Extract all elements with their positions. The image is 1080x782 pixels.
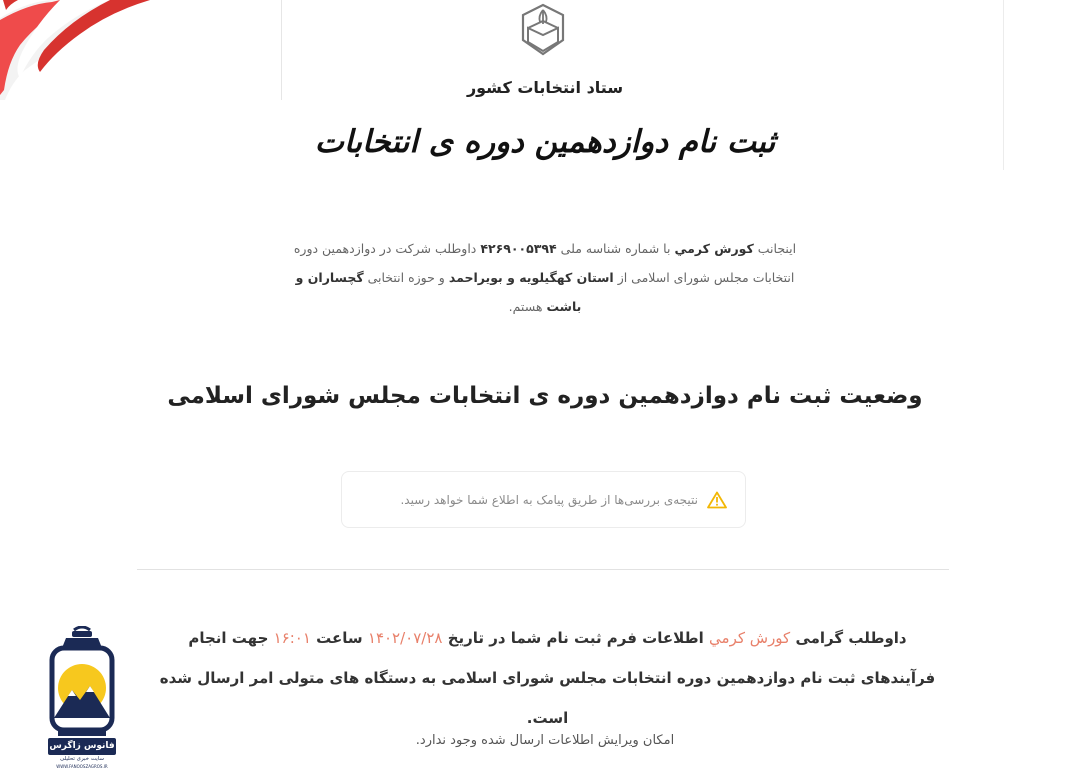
declaration-text: هستم. — [508, 299, 543, 314]
submission-date: ۱۴۰۲/۰۷/۲۸ — [367, 629, 443, 647]
alert-text: نتیجه‌ی بررسی‌ها از طریق پیامک به اطلاع شما خواهد رسید. — [400, 492, 698, 507]
message-text: داوطلب گرامی — [795, 629, 907, 647]
section-divider — [137, 569, 949, 570]
organization-name: ستاد انتخابات کشور — [466, 78, 624, 97]
message-candidate-name: کورش کرمي — [709, 629, 791, 647]
candidate-declaration — [290, 234, 800, 321]
warning-icon — [707, 491, 727, 509]
constituency-name: گچساران و باشت — [295, 270, 582, 314]
watermark-title: فانوس زاگرس — [48, 738, 116, 755]
confirmation-message — [150, 618, 945, 738]
declaration-text: داوطلب شرکت در دوازدهمین دوره انتخابات مجلس شورای اسلامی از — [293, 241, 795, 285]
declaration-text: اینجانب — [757, 241, 797, 256]
watermark-subtitle: سایت خبری تحلیلی — [59, 756, 105, 762]
message-text: جهت انجام فرآیندهای ثبت نام دوازدهمین دوره انتخابات مجلس شورای اسلامی به دستگاه های متولی امر ارسال شده است. — [159, 629, 936, 727]
declaration-text: و حوزه انتخابی — [367, 270, 445, 285]
status-title: وضعیت ثبت نام دوازدهمین دوره ی انتخابات مجلس شورای اسلامی — [167, 383, 923, 409]
national-id: ۴۲۶۹۰۰۵۳۹۴ — [480, 241, 557, 256]
ballot-box-icon — [516, 2, 570, 60]
status-alert — [341, 471, 746, 528]
message-text: اطلاعات فرم ثبت نام شما در تاریخ — [447, 629, 704, 647]
edit-notice: امکان ویرایش اطلاعات ارسال شده وجود ندارد. — [415, 733, 675, 748]
province-name: استان کهگیلویه و بویراحمد — [448, 270, 614, 285]
page-headline: ثبت نام دوازدهمین دوره ی انتخابات — [314, 124, 776, 160]
message-text: ساعت — [316, 629, 363, 647]
submission-time: ۱۶:۰۱ — [273, 629, 311, 647]
watermark-url: WWW.FANOOSZAGROS.IR — [56, 764, 108, 769]
candidate-name: کورش کرمي — [674, 241, 754, 256]
declaration-text: با شماره شناسه ملی — [560, 241, 671, 256]
